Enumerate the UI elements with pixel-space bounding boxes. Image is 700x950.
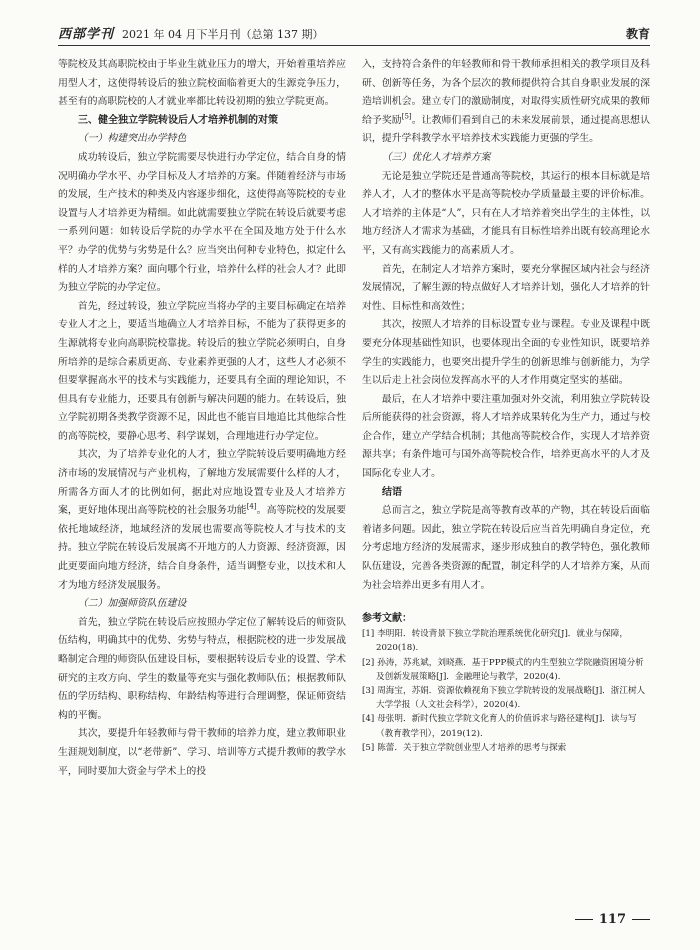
page-header (58, 20, 650, 46)
reference-number: [5] (362, 742, 375, 753)
section-label: 教育 (625, 27, 650, 41)
reference-number: [2] (362, 657, 375, 668)
reference-number: [3] (362, 686, 375, 697)
page-number-dash-left (575, 919, 593, 920)
reference-text: 母张明．新时代独立学院文化育人的价值诉求与路径建构[J]．读与写（教育教学刊），2019(12). (376, 714, 637, 739)
paragraph: 其次，按照人才培养的目标设置专业与课程。专业及课程中既要充分体现基础性知识，也要体现出全面的专业性知识，既要培养学生的实践能力，也要突出提升学生的创新思维与创新能力，为学生以后走上社会岗位发挥高水平的人才作用奠定坚实的基础。 (362, 319, 650, 387)
conclusion-heading: 结语 (382, 486, 402, 498)
reference-number: [4] (362, 714, 375, 725)
paragraph-continued: 入，支持符合条件的年轻教师和骨干教师承担相关的教学项目及科研、创新等任务，为各个层次的教师提供符合其自身职业发展的深造培训机会。建立专门的激励制度，对取得实质性研究成果的教师给予奖励[5]。让教师们看到自己的未来发展前景，通过提高思想认识，提升学科教学水平培养技术实践能力更强的学生。 (362, 59, 650, 145)
paragraph: 首先，独立学院在转设后应按照办学定位了解转设后的师资队伍结构，明确其中的优势、劣势与特点，根据院校的进一步发展战略制定合理的师资队伍建设目标，要根据转设后专业的设置、学术研究的主攻方向、学生的数量等充实与强化教师队伍；根据教师队伍的学历结构、职称结构、年龄结构等进行合理调整，保证师资结构的平衡。 (58, 616, 346, 721)
page-number-text: 117 (598, 912, 626, 927)
references-list (362, 627, 650, 755)
subsection-heading: （一）构建突出办学特色 (77, 133, 187, 145)
page-number (575, 912, 650, 927)
issue-info: 2021 年 04 月下半月刊（总第 137 期） (122, 28, 324, 41)
paragraph: 首先，在制定人才培养方案时，要充分掌握区域内社会与经济发展情况，了解生源的特点做好人才培养计划，强化人才培养的针对性、目标性和高效性； (362, 263, 650, 312)
citation-marker: [5] (401, 112, 412, 121)
paragraph: 总而言之，独立学院是高等教育改革的产物，其在转设后面临着诸多问题。因此，独立学院在转设后应当首先明确自身定位，充分考虑地方经济的发展需求，逐步形成独自的教学特色，强化教师队伍建设，完善各类资源的配置，制定科学的人才培养方案，从而为社会培养出更多有用人才。 (362, 505, 650, 591)
section-heading: 三、健全独立学院转设后人才培养机制的对策 (78, 114, 278, 126)
right-column (362, 56, 650, 755)
paragraph: 其次，要提升年轻教师与骨干教师的培养力度，建立教师职业生涯规划制度，以“老带新”、学习、培训等方式提升教师的教学水平，同时要加大资金与学术上的投 (58, 728, 346, 777)
paragraph: 最后，在人才培养中要注重加强对外交流，利用独立学院转设后所能获得的社会资源，将人才培养成果转化为生产力，通过与校企合作，建立产学结合机制；其他高等院校合作，实现人才培养资源共享；有条件地可与国外高等院校合作，培养更高水平的人才及国际化专业人才。 (362, 393, 650, 480)
citation-marker: [4] (246, 502, 257, 511)
right-column-body (362, 56, 650, 595)
reference-item (362, 741, 650, 755)
page-number-dash-right (632, 919, 650, 920)
left-column (58, 56, 346, 781)
paragraph-continued: 等院校及其高职院校由于毕业生就业压力的增大，开始着重培养应用型人才，这使得转设后的独立院校面临着更大的生源竞争压力，甚至有的高职院校的人才就业率都比转设初期的独立学院更高。 (58, 59, 346, 108)
reference-text: 周海宝，苏娟．资源依赖视角下独立学院转设的发展战略[J]．浙江树人大学学报（人文社会科学），2020(4). (376, 686, 646, 711)
reference-item (362, 684, 650, 712)
reference-item (362, 627, 650, 655)
paragraph: 无论是独立学院还是普通高等院校，其运行的根本目标就是培养人才，人才的整体水平是高等院校办学质量最主要的评价标准。人才培养的主体是“人”，只有在人才培养着突出学生的主体性，以地方经济人才需求为基础，才能具有目标性培养出既有较高理论水平，又有高实践能力的高素质人才。 (362, 170, 650, 256)
paragraph: 其次，为了培养专业化的人才，独立学院转设后要明确地方经济市场的发展情况与产业机构，了解地方发展需要什么样的人才，所需各方面人才的比例如何，据此对应地设置专业及人才培养方案，更好地体现出高等院校的社会服务功能[4]。高等院校的发展要依托地域经济，地域经济的发展也需要高等院校人才与技术的支持。独立学院在转设后发展离不开地方的人力资源、经济资源，因此更要面向地方经济，结合自身条件，适当调整专业，以技术和人才为地方经济发展服务。 (58, 449, 346, 591)
paragraph: 首先，经过转设，独立学院应当将办学的主要目标确定在培养专业人才之上，要适当地确立人才培养目标，不能为了获得更多的生源就将专业向高职院校靠拢。转设后的独立学院必须明白，自身所培养的是综合素质更高、专业素养更强的人才，这些人才必须不但要掌握高水平的技术与实践能力，还要具有全面的理论知识，不但具有专业能力，还要具有创新与解决问题的能力。在转设后，独立学院初期各类教学资源不足，因此也不能盲目地追比其他综合性的高等院校，要静心思考、科学谋划，合理地进行办学定位。 (58, 300, 346, 442)
journal-logo: 西部学刊 (58, 27, 115, 42)
paragraph: 成功转设后，独立学院需要尽快进行办学定位，结合自身的情况明确办学水平、办学目标及人才培养的方案。伴随着经济与市场的发展，生产技术的种类及内容逐步细化，这使得高等院校的专业设置与人才培养更为精细。如此就需要独立学院在转设后就要考虑一系列问题：如转设后学院的办学水平在全国及地方处于什么水平？办学的优势与劣势是什么？应当突出何种专业特色，拟定什么样的人才培养方案？面向哪个行业，培养什么样的社会人才？此即为独立学院的办学定位。 (58, 151, 346, 294)
reference-text: 陈蕾．关于独立学院创业型人才培养的思考与探索 (377, 742, 567, 753)
subsection-heading: （三）优化人才培养方案 (381, 151, 491, 163)
subsection-heading: （二）加强师资队伍建设 (77, 598, 187, 610)
reference-number: [1] (362, 629, 375, 640)
reference-item (362, 656, 650, 684)
reference-text: 孙涛，苏兆斌，刘晓燕．基于PPP模式的内生型独立学院融资困境分析及创新发展策略[J]．金融理论与教学，2020(4). (376, 657, 644, 682)
reference-item (362, 712, 650, 740)
header-left (58, 23, 324, 42)
reference-text: 李明阳．转设背景下独立学院治理系统优化研究[J]．就业与保障，2020(18). (376, 629, 628, 654)
references-title: 参考文献： (362, 613, 412, 625)
